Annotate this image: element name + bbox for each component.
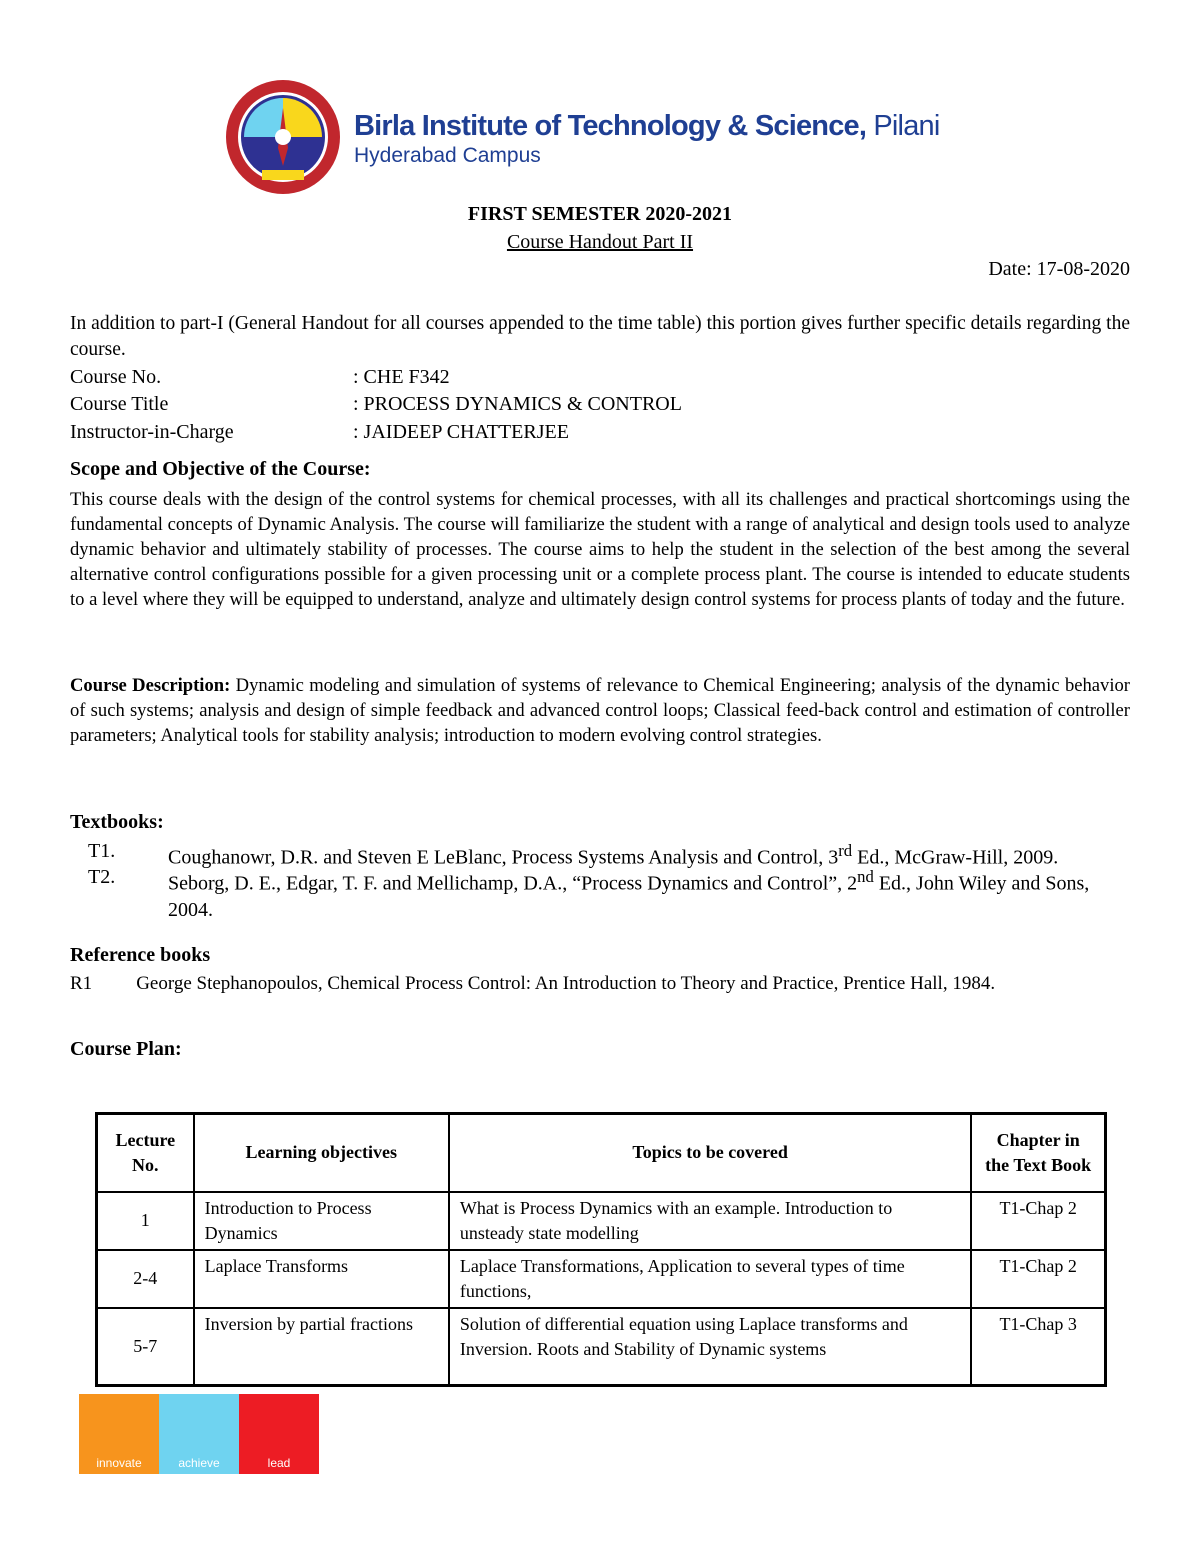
column-header-objectives: Learning objectives bbox=[194, 1114, 449, 1192]
intro-paragraph: In addition to part-I (General Handout for all courses appended to the time table) this portion gives further specific details regarding the course. bbox=[70, 313, 1130, 360]
footer-achieve-label: achieve bbox=[178, 1456, 220, 1470]
course-number-label: Course No. bbox=[70, 366, 162, 388]
institute-name: Birla Institute of Technology & Science, Pilani bbox=[354, 110, 940, 142]
textbook-text: Seborg, D. E., Edgar, T. F. and Mellichamp, D.A., “Process Dynamics and Control”, 2nd Ed., John Wiley and Sons, 2004. bbox=[168, 867, 1090, 921]
objective-cell: Laplace Transforms bbox=[194, 1250, 449, 1308]
course-title-row bbox=[70, 391, 682, 418]
chapter-cell: T1-Chap 2 bbox=[971, 1250, 1105, 1308]
footer-innovate-label: innovate bbox=[96, 1456, 142, 1470]
course-title-value: : PROCESS DYNAMICS & CONTROL bbox=[353, 393, 682, 415]
objective-cell: Introduction to Process Dynamics bbox=[194, 1192, 449, 1250]
course-description-label: Course Description: bbox=[70, 675, 231, 696]
column-header-topics: Topics to be covered bbox=[449, 1114, 972, 1192]
handout-date: Date: 17-08-2020 bbox=[988, 258, 1130, 280]
course-title-label: Course Title bbox=[70, 393, 169, 415]
column-header-chapter: Chapter in the Text Book bbox=[971, 1114, 1105, 1192]
reference-tag: R1 bbox=[70, 973, 93, 994]
table-header-row bbox=[97, 1114, 1106, 1192]
topics-cell: What is Process Dynamics with an example. Introduction to unsteady state modelling bbox=[449, 1192, 972, 1250]
lecture-cell: 2-4 bbox=[97, 1250, 194, 1308]
instructor-row bbox=[70, 419, 569, 446]
handout-title: Course Handout Part II bbox=[506, 231, 694, 253]
institute-campus: Hyderabad Campus bbox=[354, 144, 541, 167]
institute-location: Pilani bbox=[866, 110, 940, 142]
textbooks-heading: Textbooks: bbox=[70, 811, 164, 833]
chapter-cell: T1-Chap 2 bbox=[971, 1192, 1105, 1250]
semester-title: FIRST SEMESTER 2020-2021 bbox=[467, 203, 733, 225]
textbook-text: Coughanowr, D.R. and Steven E LeBlanc, Process Systems Analysis and Control, 3rd Ed., McGraw-Hill, 2009. bbox=[168, 841, 1059, 869]
reference-text: George Stephanopoulos, Chemical Process Control: An Introduction to Theory and Practice, Prentice Hall, 1984. bbox=[136, 973, 996, 994]
references-heading: Reference books bbox=[70, 944, 211, 966]
course-plan-table bbox=[95, 1112, 1107, 1387]
scope-heading: Scope and Objective of the Course: bbox=[70, 458, 371, 480]
lecture-cell: 1 bbox=[97, 1192, 194, 1250]
reference-item bbox=[70, 973, 995, 995]
table-row bbox=[97, 1192, 1106, 1250]
footer-tagline-band bbox=[79, 1394, 319, 1474]
institute-header bbox=[222, 72, 982, 196]
footer-lead-label: lead bbox=[267, 1456, 291, 1470]
course-number-row bbox=[70, 364, 450, 391]
chapter-cell: T1-Chap 3 bbox=[971, 1308, 1105, 1386]
footer-lead-block bbox=[239, 1394, 319, 1474]
course-description-text: Dynamic modeling and simulation of systems of relevance to Chemical Engineering; analysis of the dynamic behavior of such systems; analysis and design of simple feedback and advanced control loops; Classical feed-back control and estimation of controller parameters; Analytical tools for stability analysis; introduction to modern evolving control strategies. bbox=[70, 675, 1130, 746]
table-row bbox=[97, 1308, 1106, 1386]
instructor-value: : JAIDEEP CHATTERJEE bbox=[353, 421, 569, 443]
lecture-cell: 5-7 bbox=[97, 1308, 194, 1386]
scope-paragraph: This course deals with the design of the control systems for chemical processes, with all its challenges and practical shortcomings using the fundamental concepts of Dynamic Analysis. The course will familiarize the student with a range of analytical and design tools used to analyze dynamic behavior and ultimately stability of processes. The course aims to help the student in the selection of the best among the several alternative control configurations possible for a given processing unit or a complete process plant. The course is intended to educate students to a level where they will be equipped to understand, analyze and ultimately design control systems for process plants of today and the future. bbox=[70, 489, 1130, 610]
textbook-tag: T2. bbox=[88, 866, 116, 888]
instructor-label: Instructor-in-Charge bbox=[70, 421, 234, 443]
institute-seal-icon bbox=[222, 78, 344, 196]
column-header-lecture: Lecture No. bbox=[97, 1114, 194, 1192]
course-plan-heading: Course Plan: bbox=[70, 1038, 182, 1060]
footer-achieve-block bbox=[159, 1394, 239, 1474]
topics-cell: Laplace Transformations, Application to several types of time functions, bbox=[449, 1250, 972, 1308]
course-description bbox=[70, 673, 1130, 748]
table-row bbox=[97, 1250, 1106, 1308]
topics-cell: Solution of differential equation using Laplace transforms and Inversion. Roots and Stability of Dynamic systems bbox=[449, 1308, 972, 1386]
textbook-tag: T1. bbox=[88, 840, 116, 862]
objective-cell: Inversion by partial fractions bbox=[194, 1308, 449, 1386]
footer-innovate-block bbox=[79, 1394, 159, 1474]
course-number-value: : CHE F342 bbox=[353, 366, 450, 388]
